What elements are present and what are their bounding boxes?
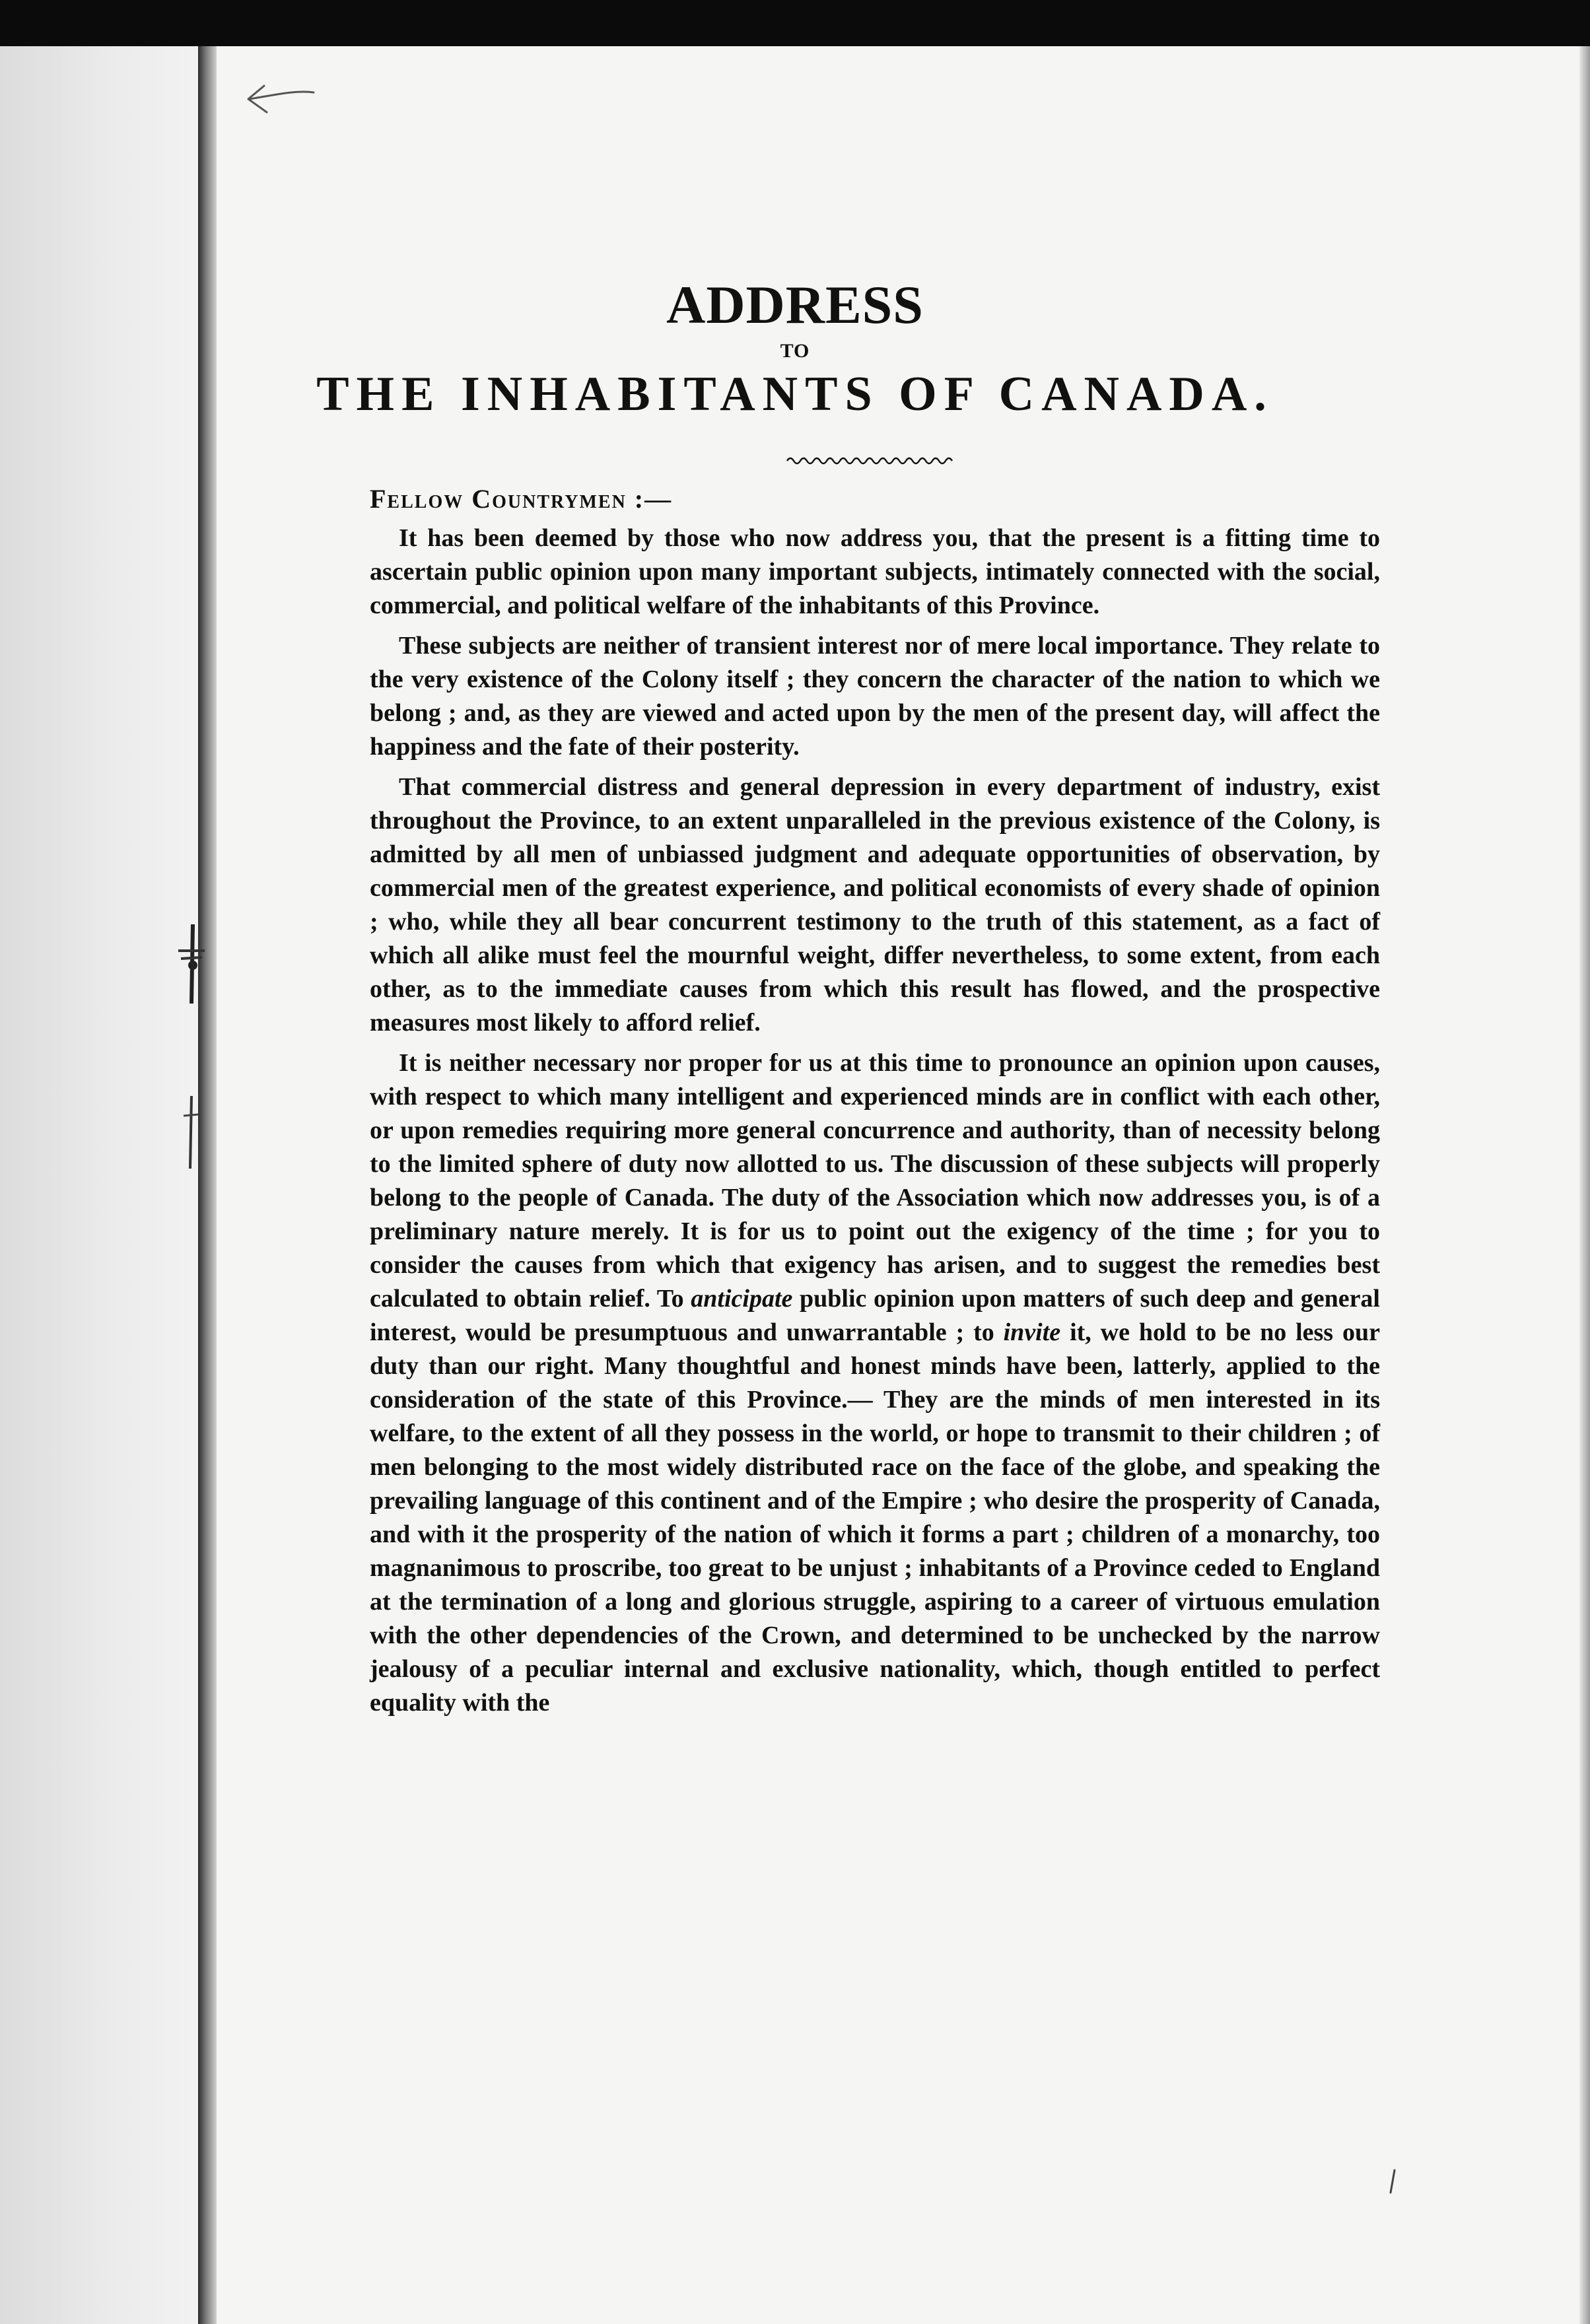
salutation: Fellow Countrymen :—	[370, 484, 673, 514]
document-subtitle: THE INHABITANTS OF CANADA.	[316, 367, 1274, 421]
paragraph-text: it, we hold to be no less our duty than our right. Many thoughtful and honest minds have been, latterly, applied to the consideration of the state of this Province.— They are the minds of men interested in its welfare, to the extent of all they possess in the world, or hope to transmit to their children ; of men belonging to the most widely distributed race on the face of the globe, and speaking the prevailing language of this continent and of the Empire ; who desire the prosperity of Canada, and with it the prosperity of the nation of which it forms a part ; children of a monarchy, too magnanimous to proscribe, too great to be unjust ; inhabitants of a Province ceded to England at the termination of a long and glorious struggle, aspiring to a career of virtuous emulation with the other dependencies of the Crown, and determined to be unchecked by the narrow jealousy of a peculiar internal and exclusive nationality, which, though entitled to perfect equality with the	[370, 1318, 1380, 1717]
left-arrow-icon	[244, 78, 317, 118]
emphasis-invite: invite	[1003, 1318, 1061, 1346]
scan-top-border	[0, 0, 1590, 46]
paragraph: These subjects are neither of transient interest nor of mere local importance. They relate to the very existence of the Colony itself ; they concern the character of the nation to which we belong ; and, as they are viewed and acted upon by the men of the present day, will affect the happiness and the fate of their posterity.	[370, 632, 1380, 761]
document-title: ADDRESS	[666, 275, 924, 335]
title-connector: TO	[780, 340, 810, 362]
binding-thread-mark	[177, 1096, 203, 1169]
body-text	[370, 522, 1380, 1720]
pencil-tick-mark	[1387, 2169, 1400, 2195]
paragraph-text: public opinion upon matters of such deep and general interest, would be presumptuous and unwarrantable ; to	[370, 1285, 1380, 1346]
binding-thread-mark	[165, 924, 218, 1004]
emphasis-anticipate: anticipate	[691, 1285, 793, 1313]
wavy-rule-ornament	[786, 453, 957, 469]
paragraph: It has been deemed by those who now address you, that the present is a fitting time to ascertain public opinion upon many important subjects, intimately connected with the social, commercial, and political welfare of the inhabitants of this Province.	[370, 524, 1380, 619]
paragraph-text: It is neither necessary nor proper for us at this time to pronounce an opinion upon causes, with respect to which many intelligent and experienced minds are in conflict with each other, or upon remedies requiring more general concurrence and authority, than of necessity belong to the limited sphere of duty now allotted to us. The discussion of these subjects will properly belong to the people of Canada. The duty of the Association which now addresses you, is of a preliminary nature merely. It is for us to point out the exigency of the time ; for you to consider the causes from which that exigency has arisen, and to suggest the remedies best calculated to obtain relief. To	[370, 1049, 1380, 1313]
paragraph: That commercial distress and general depression in every department of industry, exist throughout the Province, to an extent unparalleled in the previous existence of the Colony, is admitted by all men of unbiassed judgment and adequate opportunities of observation, by commercial men of the greatest experience, and political economists of every shade of opinion ; who, while they all bear concurrent testimony to the truth of this statement, as a fact of which all alike must feel the mournful weight, differ nevertheless, to some extent, from each other, as to the immediate causes from which this result has flowed, and the prospective measures most likely to afford relief.	[370, 773, 1380, 1037]
paragraph	[370, 1046, 1380, 1720]
